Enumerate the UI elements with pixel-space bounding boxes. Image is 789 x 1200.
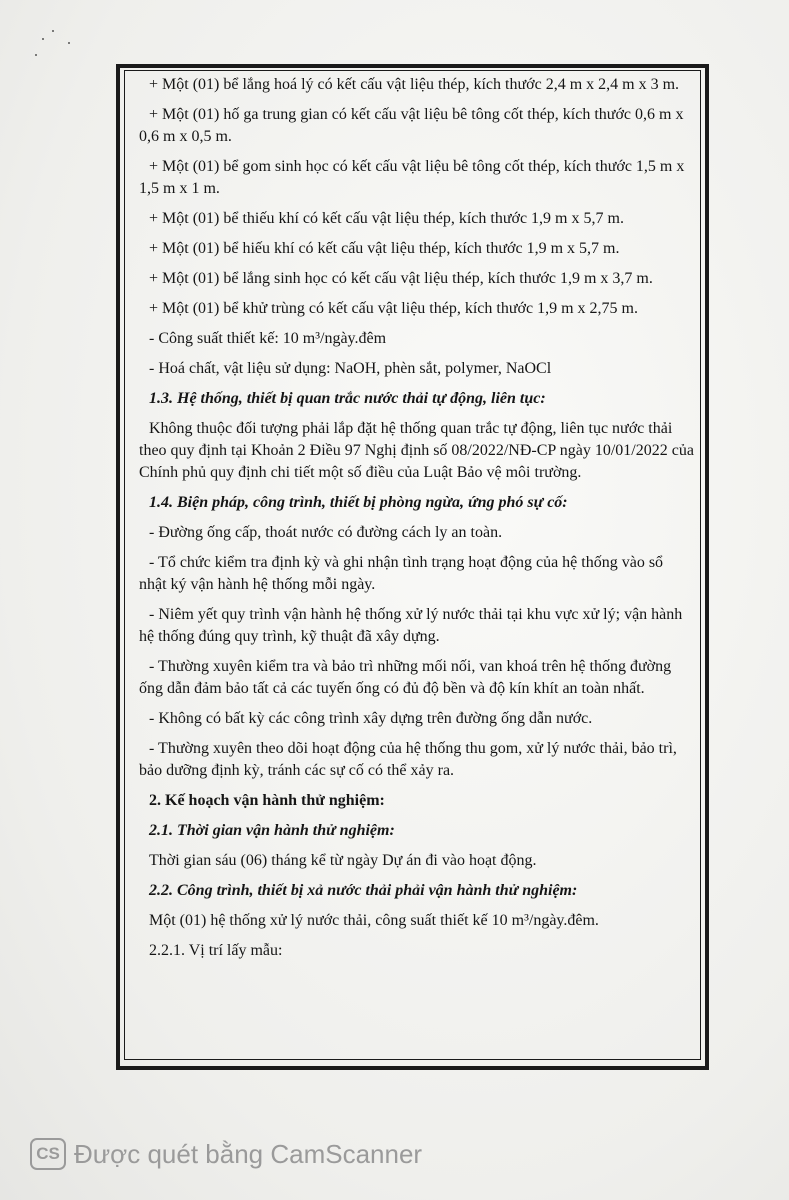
- paragraph-2: + Một (01) hố ga trung gian có kết cấu vật liệu bê tông cốt thép, kích thước 0,6 m x 0,6 m x 0,5 m.: [139, 106, 684, 145]
- watermark-text: Được quét bằng CamScanner: [74, 1138, 423, 1169]
- section-heading-1-4: 1.4. Biện pháp, công trình, thiết bị phòng ngừa, ứng phó sự cố:: [149, 494, 568, 511]
- section-heading-2-2: 2.2. Công trình, thiết bị xả nước thải phải vận hành thử nghiệm:: [149, 882, 578, 899]
- paragraph-6: + Một (01) bể lắng sinh học có kết cấu vật liệu thép, kích thước 1,9 m x 3,7 m.: [149, 270, 653, 287]
- camscanner-watermark: [30, 1138, 422, 1170]
- paragraph-21: Thời gian sáu (06) tháng kể từ ngày Dự án đi vào hoạt động.: [149, 852, 537, 869]
- paragraph-11: Không thuộc đối tượng phải lắp đặt hệ thống quan trắc tự động, liên tục nước thải theo quy định tại Khoản 2 Điều 97 Nghị định số 08/2022/NĐ-CP ngày 10/01/2022 của Chính phủ quy định chi tiết một số điều của Luật Bảo vệ môi trường.: [139, 420, 694, 481]
- paragraph-17: - Không có bất kỳ các công trình xây dựng trên đường ống dẫn nước.: [149, 710, 593, 727]
- paragraph-8: - Công suất thiết kế: 10 m³/ngày.đêm: [149, 330, 387, 347]
- camscanner-logo-icon: CS: [30, 1138, 66, 1170]
- paragraph-18: - Thường xuyên theo dõi hoạt động của hệ thống thu gom, xử lý nước thải, bảo trì, bảo dưỡng định kỳ, tránh các sự cố có thể xảy ra.: [139, 740, 677, 779]
- scan-specks: [30, 28, 90, 68]
- paragraph-7: + Một (01) bể khử trùng có kết cấu vật liệu thép, kích thước 1,9 m x 2,75 m.: [149, 300, 638, 317]
- paragraph-1: + Một (01) bể lắng hoá lý có kết cấu vật liệu thép, kích thước 2,4 m x 2,4 m x 3 m.: [149, 76, 680, 93]
- paragraph-13: - Đường ống cấp, thoát nước có đường cách ly an toàn.: [149, 524, 503, 541]
- paragraph-5: + Một (01) bể hiếu khí có kết cấu vật liệu thép, kích thước 1,9 m x 5,7 m.: [149, 240, 620, 257]
- paragraph-4: + Một (01) bể thiếu khí có kết cấu vật liệu thép, kích thước 1,9 m x 5,7 m.: [149, 210, 624, 227]
- section-heading-2-1: 2.1. Thời gian vận hành thử nghiệm:: [149, 822, 395, 839]
- paragraph-9: - Hoá chất, vật liệu sử dụng: NaOH, phèn sắt, polymer, NaOCl: [149, 360, 552, 377]
- paragraph-3: + Một (01) bể gom sinh học có kết cấu vật liệu bê tông cốt thép, kích thước 1,5 m x 1,5 m x 1 m.: [139, 158, 685, 197]
- paragraph-24: 2.2.1. Vị trí lấy mẫu:: [149, 942, 283, 959]
- section-heading-2: 2. Kế hoạch vận hành thử nghiệm:: [149, 792, 385, 809]
- section-heading-1-3: 1.3. Hệ thống, thiết bị quan trắc nước thải tự động, liên tục:: [149, 390, 546, 407]
- paragraph-14: - Tổ chức kiểm tra định kỳ và ghi nhận tình trạng hoạt động của hệ thống vào sổ nhật ký vận hành hệ thống mỗi ngày.: [139, 554, 664, 593]
- document-body: [139, 74, 694, 970]
- paragraph-16: - Thường xuyên kiểm tra và bảo trì những mối nối, van khoá trên hệ thống đường ống dẫn đảm bảo tất cả các tuyến ống có đủ độ bền và độ kín khít an toàn nhất.: [139, 658, 672, 697]
- paragraph-23: Một (01) hệ thống xử lý nước thải, công suất thiết kế 10 m³/ngày.đêm.: [149, 912, 599, 929]
- paragraph-15: - Niêm yết quy trình vận hành hệ thống xử lý nước thải tại khu vực xử lý; vận hành hệ thống đúng quy trình, kỹ thuật đã xây dựng.: [139, 606, 683, 645]
